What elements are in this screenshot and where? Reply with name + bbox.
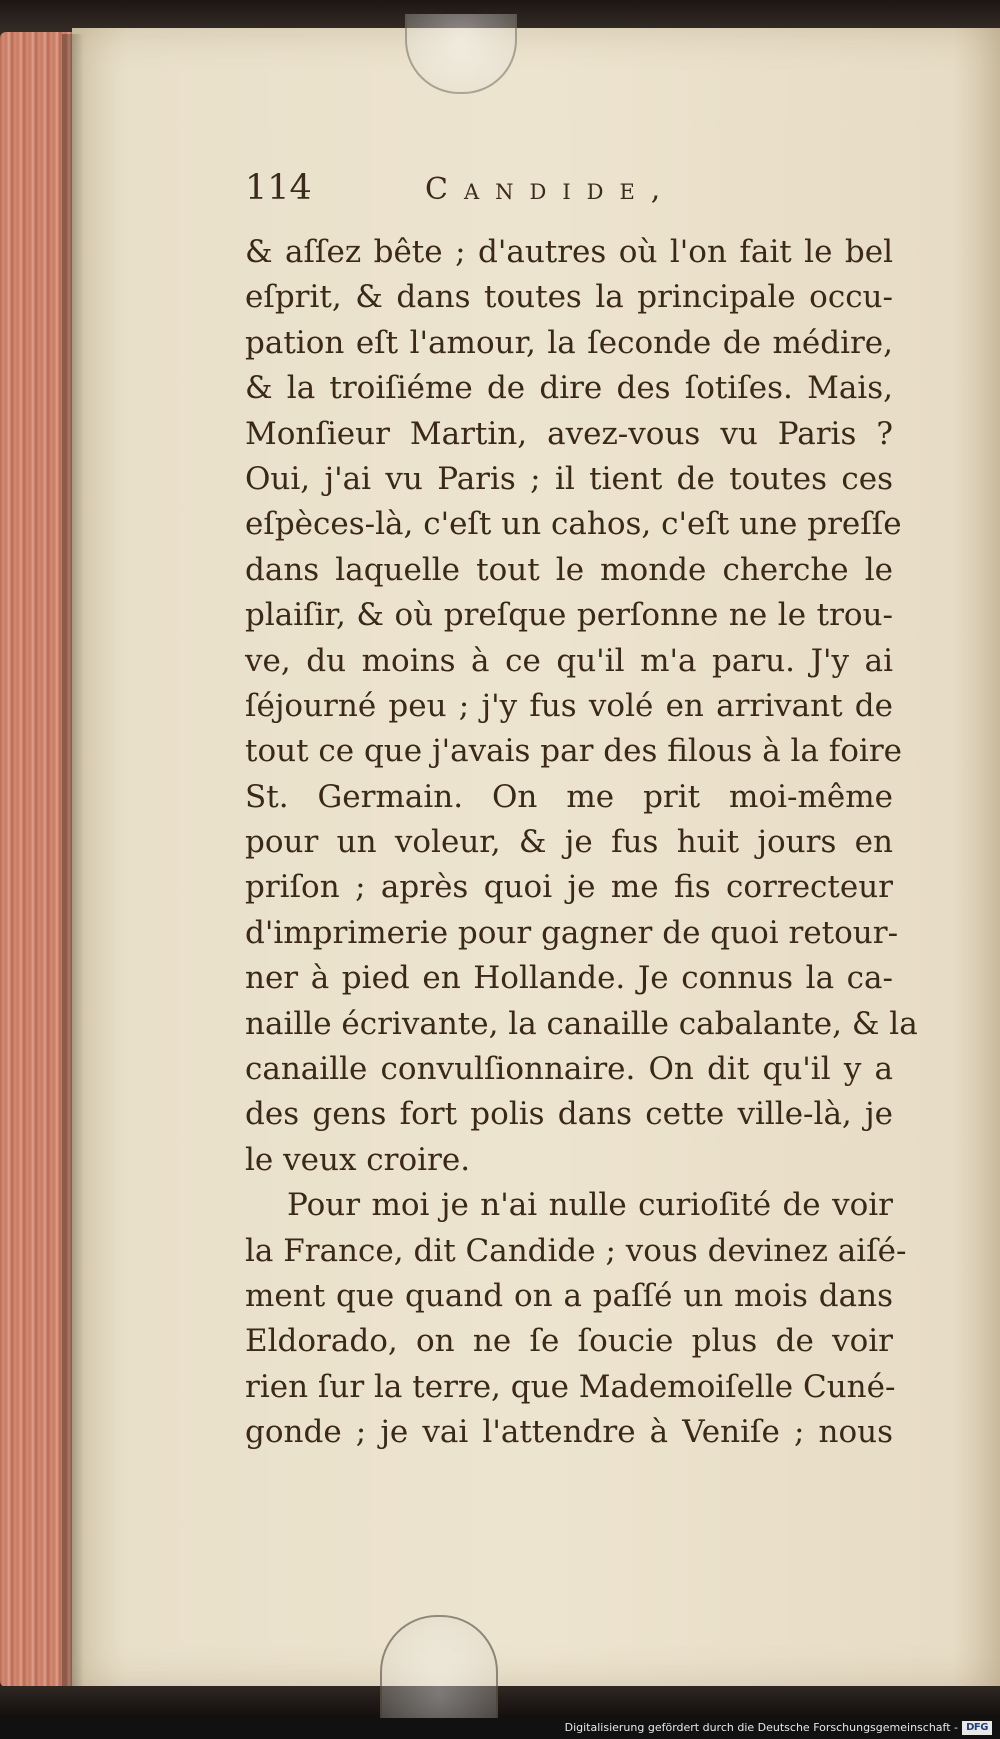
text-line: & aſſez bête ; d'autres où l'on fait le bel [245, 234, 893, 270]
body-text [245, 230, 918, 1456]
funding-credit: Digitalisierung gefördert durch die Deutsche Forschungsgemeinschaft - [564, 1721, 958, 1734]
text-line: plaiſir, & où preſque perſonne ne le trou- [245, 597, 893, 634]
text-line: tout ce que j'avais par des filous à la foire [245, 733, 902, 770]
bottom-page-clip [380, 1615, 498, 1727]
text-line: d'imprimerie pour gagner de quoi retour- [245, 914, 899, 951]
text-line: & la troiſiéme de dire des ſotiſes. Mais, [245, 370, 893, 407]
text-line: le veux croire. [245, 1141, 471, 1178]
text-line: des gens fort polis dans cette ville-là, je [245, 1096, 893, 1133]
text-line: eſpèces-là, c'eſt un cahos, c'eſt une preſſe [245, 506, 902, 543]
page-header [245, 168, 905, 218]
running-title: Candide, [425, 172, 677, 207]
text-line: ſéjourné peu ; j'y fus volé en arrivant de [245, 687, 893, 724]
text-line: pour un voleur, & je fus huit jours en [245, 824, 893, 861]
text-line: Oui, j'ai vu Paris ; il tient de toutes ces [245, 460, 893, 497]
text-line: pation eſt l'amour, la ſeconde de médire, [245, 324, 893, 361]
text-line: ment que quand on a paſſé un mois dans [245, 1277, 893, 1314]
text-line: eſprit, & dans toutes la principale occu- [245, 279, 893, 316]
text-line: St. Germain. On me prit moi-même [245, 778, 893, 815]
text-line: canaille convulſionnaire. On dit qu'il y a [245, 1051, 893, 1088]
page-number: 114 [245, 168, 312, 208]
text-line: la France, dit Candide ; vous devinez aiſé- [245, 1232, 907, 1269]
text-line: naille écrivante, la canaille cabalante, & la [245, 1005, 918, 1042]
text-line: priſon ; après quoi je me fis correcteur [245, 869, 893, 906]
text-line: rien ſur la terre, que Mademoiſelle Cuné- [245, 1368, 896, 1405]
text-line: gonde ; je vai l'attendre à Veniſe ; nous [245, 1414, 893, 1451]
text-line: ve, du moins à ce qu'il m'a paru. J'y ai [245, 642, 893, 679]
scan-bottom-shadow [0, 1686, 1000, 1718]
text-line: dans laquelle tout le monde cherche le [245, 551, 893, 588]
text-line: Monſieur Martin, avez-vous vu Paris ? [245, 415, 893, 452]
gutter-shadow [62, 34, 84, 1686]
dfg-logo: DFG [962, 1721, 992, 1735]
text-line: Pour moi je n'ai nulle curioſité de voir [287, 1187, 893, 1224]
text-line: ner à pied en Hollande. Je connus la ca- [245, 960, 893, 997]
text-line: Eldorado, on ne ſe ſoucie plus de voir [245, 1323, 893, 1360]
